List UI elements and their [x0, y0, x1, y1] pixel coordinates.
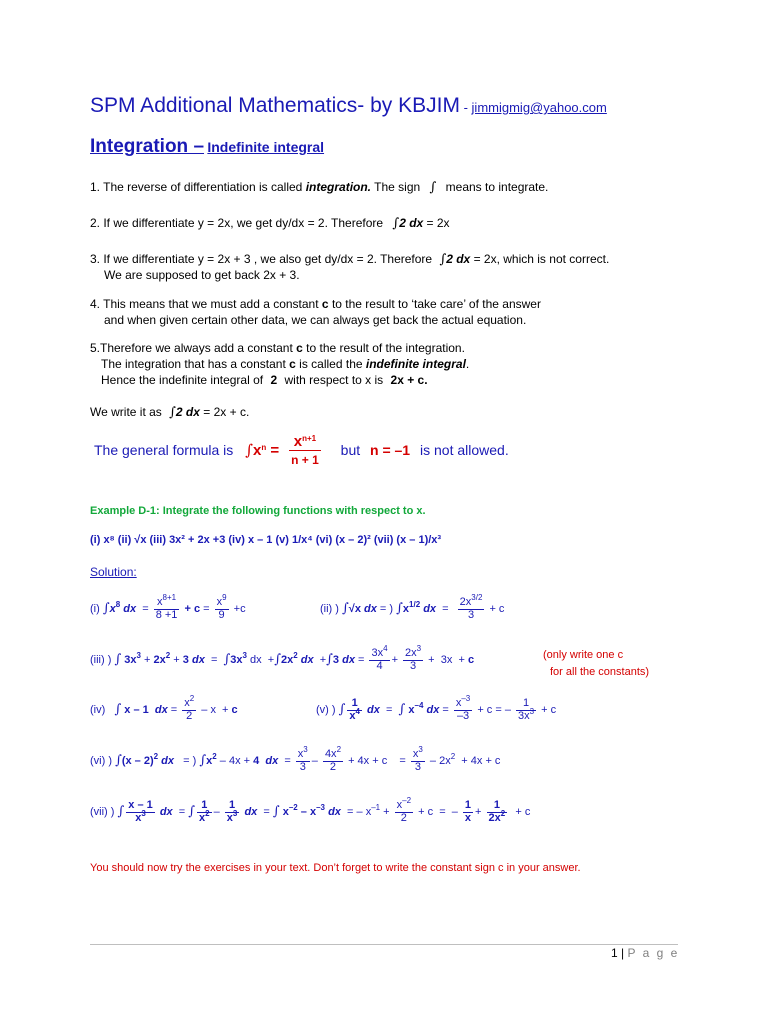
integral-icon: ∫ [439, 252, 447, 267]
footer-note [90, 862, 581, 874]
point-1-text-3: means to integrate. [445, 180, 549, 194]
point-2-integrand: 2 dx [399, 216, 424, 230]
point-5-period: . [465, 357, 470, 371]
solution-iii-note-1-text: (only write one c [543, 649, 624, 661]
point-5-constant: c [296, 341, 303, 355]
point-5-line-3 [101, 373, 428, 387]
solution-i-label: (i) [90, 602, 100, 615]
write-it-line [90, 405, 249, 420]
point-4-continuation: and when given certain other data, we can always get back the actual equation. [104, 313, 527, 327]
formula-tail: is not allowed. [420, 442, 509, 459]
formula-equals: = [266, 441, 280, 459]
point-5-two: 2 [270, 373, 278, 387]
formula-numerator: x [293, 433, 303, 450]
general-formula [94, 434, 509, 466]
solution-ii: (ii) ) ∫√x dx = ) $\int x^{1/2}$ dx = $\frac{2x^{3/2}}{3}$ + c [320, 593, 505, 621]
page-number [611, 946, 679, 960]
write-it-result: = 2x + c. [199, 405, 250, 419]
point-3-text: 3. If we differentiate y = 2x + 3 , we also get dy/dx = 2. Therefore [90, 252, 433, 266]
point-3-continuation: We are supposed to get back 2x + 3. [104, 268, 300, 282]
point-2-result: = 2x [423, 216, 450, 230]
example-list: (i) x⁸ (ii) √x (iii) 3x² + 2x +3 (iv) x – 1 (v) 1/x⁴ (vi) (x – 2)² (vii) (x – 1)/x³ [90, 534, 442, 546]
solution-iii-note-1 [543, 649, 623, 661]
solution-i: (i) $\int x^8$ dx = $\frac{x^{8+1}}{8 +1}$ + c = $\frac{x^9}{9}$ +c [90, 593, 246, 621]
integral-icon: ∫ [169, 405, 176, 420]
point-2-text: 2. If we differentiate y = 2x, we get dy/dx = 2. Therefore [90, 216, 384, 230]
page-label: P a g e [627, 946, 680, 960]
point-4-constant: c [321, 297, 329, 311]
solution-ii-label: (ii) ) [320, 602, 339, 615]
point-4-text: 4. This means that we must add a constant [90, 297, 319, 311]
page-separator: | [617, 946, 628, 960]
formula-numerator-exponent: n+1 [302, 434, 317, 443]
point-5-text-6: with respect to x is [284, 373, 384, 387]
solution-iii-note-2: for all the constants) [550, 666, 650, 678]
solution-v-label: (v) ) [316, 703, 336, 716]
solution-vii-label: (vii) ) [90, 805, 115, 818]
write-it-integrand: 2 dx [175, 405, 200, 419]
section-title: Integration – [90, 136, 205, 157]
section-subtitle: Indefinite integral [207, 139, 325, 155]
page-number-value: 1 [611, 946, 618, 960]
point-4-text-2: to the result to ‘take care’ of the answer [331, 297, 541, 311]
formula-lhs: x [253, 441, 262, 459]
solution-vi-label: (vi) ) [90, 754, 112, 767]
email-link[interactable]: jimmigmig@yahoo.com [471, 100, 607, 115]
point-1-text-2: The sign [374, 180, 421, 194]
footer-divider [90, 944, 678, 945]
point-5-constant-2: c [289, 357, 296, 371]
solution-iv-label: (iv) [90, 703, 106, 716]
solution-vii: (vii) ) ∫ $\frac{x - 1}{x^3}$ dx = ∫ $\frac{1}{x^2}$ – $\frac{1}{x^3}$ dx = ∫ $x^{-2} - x^{-3}$ dx = – $x^{-1}$ + $\frac{x^{-2}}{2}$ + c = – $\frac{1}{x}$ + $\frac{1}{2x^2}$ + c [90, 796, 531, 824]
point-3 [90, 252, 609, 267]
write-it-text: We write it as [90, 405, 162, 419]
section-heading [90, 136, 324, 158]
point-5 [90, 341, 465, 355]
formula-but: but [340, 442, 361, 459]
formula-lhs-exponent: n [261, 442, 267, 452]
point-1 [90, 180, 548, 195]
point-5-text-2: to the result of the integration. [306, 341, 465, 355]
solution-iii-label: (iii) ) [90, 653, 112, 666]
header-dash: - [459, 100, 472, 115]
integral-icon: ∫ [429, 180, 437, 195]
point-3-result: = 2x, which is not correct. [470, 252, 610, 266]
solution-iii: (iii) ) ∫ $3x^3 + 2x^2 + 3$ dx = $\int 3x^3$ dx $+\int 2x^2$ dx +∫3 dx = $\frac{3x^4}{4}$ + $\frac{2x^3}{3}$ + 3x + c [90, 644, 475, 672]
formula-condition: n = –1 [370, 442, 411, 459]
point-1-keyword: integration. [305, 180, 372, 194]
point-2 [90, 216, 450, 231]
solution-vi: (vi) ) ∫(x – 2)$^2$ dx = ) $\int x^2 - 4x + 4$ dx = $\frac{x^3}{3}$ – $\frac{4x^2}{2}$ + 4x + c = $\frac{x^3}{3}$ – $2x^2 + 4x + c$ [90, 745, 501, 773]
solution-iv: (iv) ∫ x – 1 dx = $\frac{x^2}{2}$ – x + c [90, 694, 238, 722]
point-5-line-2 [101, 357, 469, 371]
solution-v: (v) ) ∫ $\frac{1}{x^4}$ dx = ∫ $x^{-4}$ dx = $\frac{x^{-3}}{-3}$ + c = – $\frac{1}{3x^3}$ + c [316, 694, 557, 722]
integral-icon: ∫ [392, 216, 400, 231]
document-title: SPM Additional Mathematics- by KBJIM [90, 94, 460, 117]
formula-denominator: n + 1 [289, 450, 321, 467]
example-title: Example D-1: Integrate the following functions with respect to x. [90, 505, 426, 517]
solution-label: Solution: [90, 565, 137, 579]
point-4 [90, 297, 541, 311]
point-5-text: 5.Therefore we always add a constant [90, 341, 293, 355]
point-5-text-3: The integration that has a constant [101, 357, 286, 371]
footer-note-text: You should now try the exercises in your text. Don’t forget to write the constant sign c in your answer. [90, 862, 581, 874]
point-1-text: 1. The reverse of differentiation is called [90, 180, 303, 194]
integral-icon: ∫ [245, 441, 254, 460]
point-5-term: indefinite integral [365, 357, 466, 371]
point-5-answer: 2x + c. [390, 373, 428, 387]
point-5-text-5: Hence the indefinite integral of [101, 373, 264, 387]
formula-lead: The general formula is [94, 442, 234, 459]
formula-fraction [289, 434, 321, 466]
document-header [90, 94, 607, 118]
point-5-text-4: is called the [299, 357, 363, 371]
point-3-integrand: 2 dx [446, 252, 471, 266]
